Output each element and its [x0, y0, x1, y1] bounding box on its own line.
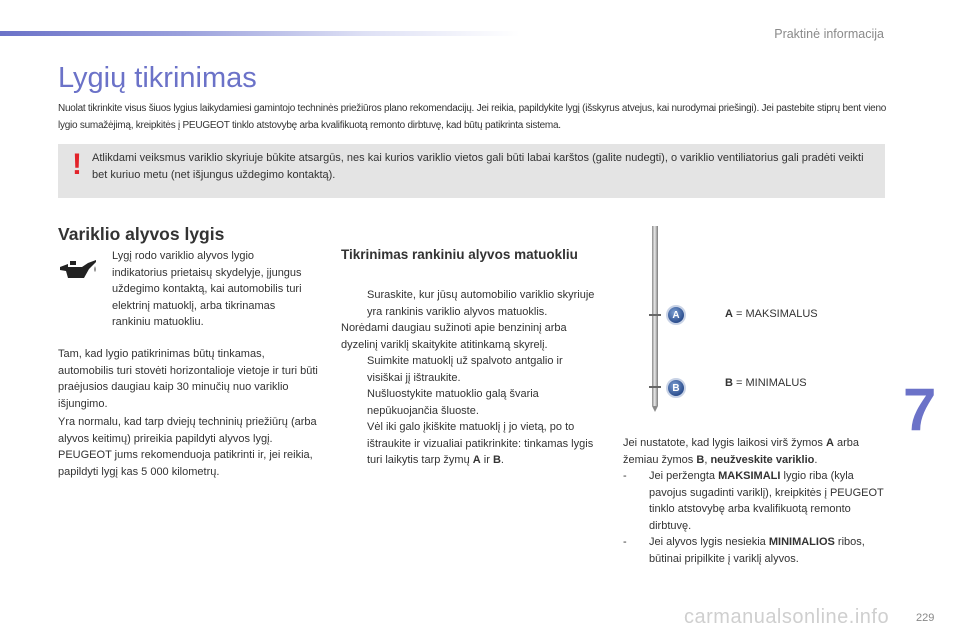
watermark: carmanualsonline.info	[684, 606, 890, 628]
chapter-number: 7	[903, 376, 937, 443]
result-intro: Jei nustatote, kad lygis laikosi virš žymos A arba žemiau žymos B, neužveskite variklio.	[623, 437, 859, 466]
step-text: Nušluostykite matuoklio galą švaria nepūkuojančia šluoste.	[367, 388, 539, 417]
oil-indicator-description: Lygį rodo variklio alyvos lygio indikatorius prietaisų skydelyje, įjungus uždegimo kontaktą, kai automobilis turi elektrinį matuoklį, arba tikrinamas rankiniu matuokliu.	[112, 250, 302, 328]
dash-bullet: -	[623, 470, 627, 482]
oil-level-title: Variklio alyvos lygis	[58, 224, 225, 244]
list-item	[341, 353, 601, 386]
section-label: Praktinė informacija	[774, 27, 884, 41]
oil-check-conditions: Tam, kad lygio patikrinimas būtų tinkamas, automobilis turi stovėti horizontalioje vietoje ir turi būti praėjusios daugiau kaip 30 minučių nuo variklio išjungimo.	[58, 348, 318, 410]
oil-topup-advice: Yra normalu, kad tarp dviejų techninių priežiūrų (arba alyvos keitimų) prireikia papildyti alyvos lygį. PEUGEOT jums rekomenduoja patikrinti ir, jei reikia, papildyti lygį kas 5 000 kilometrų.	[58, 416, 317, 478]
list-item	[341, 287, 601, 320]
dipstick-illustration	[648, 226, 662, 412]
dash-bullet: -	[623, 536, 627, 548]
page-title: Lygių tikrinimas	[58, 62, 257, 94]
marker-a-icon: A	[666, 305, 686, 325]
intro-text: Nuolat tikrinkite visus šiuos lygius laikydamiesi gamintojo techninės priežiūros plano rekomendacijų. Jei reikia, papildykite lygį (išskyrus atvejus, kai nurodymai priešingi). Jei pastebite stiprų bent vieno lygio sumažėjimą, kreipkitės į PEUGEOT tinklo atstovybę arba kvalifikuotą remonto dirbtuvę, kad būtų patikrinta sistema.	[58, 103, 887, 131]
list-item: - Jei alyvos lygis nesiekia MINIMALIOS ribos, būtinai pripilkite į variklį alyvos.	[623, 536, 865, 565]
warning-box	[58, 144, 885, 198]
marker-b-icon: B	[666, 378, 686, 398]
manual-check-title: Tikrinimas rankiniu alyvos matuokliu	[341, 247, 578, 262]
list-item	[341, 419, 601, 469]
list-item	[341, 386, 601, 419]
step-text: Suimkite matuoklį už spalvoto antgalio ir visiškai jį ištraukite.	[367, 355, 563, 384]
header-accent-bar	[0, 31, 520, 36]
page-number: 229	[916, 612, 935, 624]
level-result-text	[623, 435, 888, 567]
engine-note: Norėdami daugiau sužinoti apie benzininį arba dyzelinį variklį skaitykite atitinkamą skyrelį.	[341, 322, 567, 351]
list-item: - Jei peržengta MAKSIMALI lygio riba (kyla pavojus sugadinti variklį), kreipkitės į PEUGEOT tinklo atstovybę arba kvalifikuotą remonto dirbtuvę.	[623, 470, 884, 532]
step-text: Vėl iki galo įkiškite matuoklį į jo vietą, po to ištraukite ir vizualiai patikrinkite: tinkamas lygis turi laikytis tarp žymų A ir B.	[367, 421, 594, 466]
min-label: B = MINIMALUS	[725, 377, 807, 389]
max-label: A = MAKSIMALUS	[725, 308, 818, 320]
manual-check-steps	[341, 287, 601, 469]
warning-icon: !	[72, 148, 82, 181]
step-text: Suraskite, kur jūsų automobilio variklio skyriuje yra rankinis variklio alyvos matuoklis.	[367, 289, 595, 318]
warning-text: Atlikdami veiksmus variklio skyriuje būkite atsargūs, nes kai kurios variklio vietos gali būti labai karštos (galite nudegti), o variklio ventiliatorius gali pradėti veikti bet kuriuo metu (net išjungus uždegimo kontaktą).	[92, 152, 864, 181]
oil-can-icon	[58, 258, 98, 284]
